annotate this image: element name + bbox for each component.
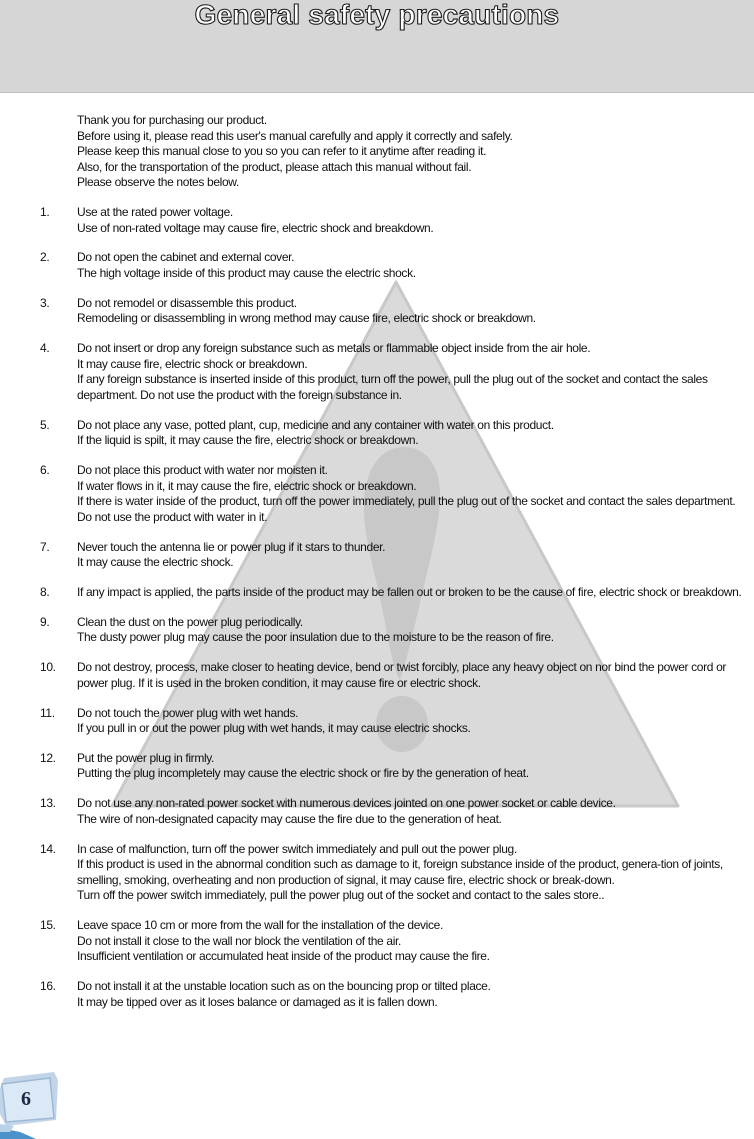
item-number: 7. bbox=[40, 539, 50, 554]
item-number: 6. bbox=[40, 463, 50, 478]
precaution-item-9 bbox=[0, 615, 754, 646]
item-line: If water flows in it, it may cause the fire, electric shock or breakdown. bbox=[77, 478, 417, 493]
item-number: 8. bbox=[40, 584, 50, 599]
item-line: Do not place any vase, potted plant, cup, medicine and any container with water on this product. bbox=[77, 417, 554, 432]
item-line: Use at the rated power voltage. bbox=[77, 204, 233, 219]
item-number: 4. bbox=[40, 341, 50, 356]
precaution-item-2 bbox=[0, 250, 754, 281]
intro-line: Also, for the transportation of the product, please attach this manual without fail. bbox=[77, 159, 472, 174]
item-line: Clean the dust on the power plug periodically. bbox=[77, 614, 303, 629]
item-line: Never touch the antenna lie or power plug if it stars to thunder. bbox=[77, 539, 386, 554]
page-number: 6 bbox=[21, 1088, 31, 1110]
item-number: 13. bbox=[40, 796, 56, 811]
precaution-item-11 bbox=[0, 706, 754, 737]
item-line: Do not destroy, process, make closer to heating device, bend or twist forcibly, place any heavy object on nor bind the power cord or power plug. If it is used in the broken condition, it may cause fire or electric shock. bbox=[77, 660, 727, 690]
item-line: If there is water inside of the product, turn off the power immediately, pull the plug out of the socket and contact the sales department. bbox=[77, 494, 736, 509]
item-line: Do not insert or drop any foreign substance such as metals or flammable object inside from the air hole. bbox=[77, 341, 591, 356]
precaution-item-1 bbox=[0, 205, 754, 236]
precaution-item-13 bbox=[0, 796, 754, 827]
item-line: The high voltage inside of this product may cause the electric shock. bbox=[77, 265, 416, 280]
item-line: Do not open the cabinet and external cover. bbox=[77, 250, 295, 265]
item-line: Leave space 10 cm or more from the wall for the installation of the device. bbox=[77, 918, 443, 933]
item-line: Do not install it at the unstable location such as on the bouncing prop or tilted place. bbox=[77, 979, 491, 994]
item-line: It may cause the electric shock. bbox=[77, 555, 234, 570]
item-line: It may cause fire, electric shock or breakdown. bbox=[77, 356, 308, 371]
item-number: 10. bbox=[40, 660, 56, 675]
item-line: Do not use the product with water in it. bbox=[77, 509, 268, 524]
intro-line: Please keep this manual close to you so you can refer to it anytime after reading it. bbox=[77, 144, 487, 159]
precaution-item-16 bbox=[0, 979, 754, 1010]
item-line: The dusty power plug may cause the poor insulation due to the moisture to be the reason of fire. bbox=[77, 630, 554, 645]
item-number: 12. bbox=[40, 750, 56, 765]
item-number: 3. bbox=[40, 295, 50, 310]
item-number: 11. bbox=[40, 705, 55, 720]
precaution-item-4 bbox=[0, 341, 754, 403]
item-line: Do not touch the power plug with wet hands. bbox=[77, 705, 299, 720]
precaution-item-5 bbox=[0, 418, 754, 449]
item-line: Put the power plug in firmly. bbox=[77, 750, 215, 765]
intro-paragraph bbox=[0, 113, 754, 191]
item-number: 16. bbox=[40, 979, 56, 994]
item-line: If you pull in or out the power plug with wet hands, it may cause electric shocks. bbox=[77, 721, 471, 736]
intro-line: Thank you for purchasing our product. bbox=[77, 113, 267, 127]
precaution-item-3 bbox=[0, 296, 754, 327]
item-number: 2. bbox=[40, 250, 50, 265]
item-number: 9. bbox=[40, 614, 50, 629]
item-line: Remodeling or disassembling in wrong method may cause fire, electric shock or breakdown. bbox=[77, 311, 536, 326]
item-line: If this product is used in the abnormal condition such as damage to it, foreign substance inside of the product, genera-tion of joints, smelling, smoking, overheating and non production of signal, it may cause fire, electric shock or break-down. bbox=[77, 857, 723, 887]
page-title: General safety precautions bbox=[194, 0, 560, 30]
precaution-item-8 bbox=[0, 585, 754, 601]
precaution-item-6 bbox=[0, 463, 754, 525]
item-line: Use of non-rated voltage may cause fire, electric shock and breakdown. bbox=[77, 220, 434, 235]
precaution-item-15 bbox=[0, 918, 754, 965]
intro-line: Please observe the notes below. bbox=[77, 175, 239, 190]
item-number: 15. bbox=[40, 918, 56, 933]
item-line: Putting the plug incompletely may cause the electric shock or fire by the generation of heat. bbox=[77, 766, 529, 781]
precaution-item-14 bbox=[0, 842, 754, 904]
item-number: 1. bbox=[40, 204, 50, 219]
item-line: Do not place this product with water nor moisten it. bbox=[77, 463, 328, 478]
item-line: If the liquid is spilt, it may cause the fire, electric shock or breakdown. bbox=[77, 433, 419, 448]
precaution-item-7 bbox=[0, 540, 754, 571]
item-line: It may be tipped over as it loses balance or damaged as it is fallen down. bbox=[77, 994, 438, 1009]
item-line: Do not install it close to the wall nor block the ventilation of the air. bbox=[77, 933, 401, 948]
item-number: 5. bbox=[40, 417, 50, 432]
item-line: Do not remodel or disassemble this product. bbox=[77, 295, 297, 310]
item-line: Do not use any non-rated power socket with numerous devices jointed on one power socket or cable device. bbox=[77, 796, 616, 811]
item-line: If any impact is applied, the parts inside of the product may be fallen out or broken to be the cause of fire, electric shock or breakdown. bbox=[77, 584, 742, 599]
item-line: Turn off the power switch immediately, pull the power plug out of the socket and contact to the sales store.. bbox=[77, 888, 605, 903]
item-line: The wire of non-designated capacity may cause the fire due to the generation of heat. bbox=[77, 811, 502, 826]
precaution-item-12 bbox=[0, 751, 754, 782]
item-line: In case of malfunction, turn off the power switch immediately and pull out the power plug. bbox=[77, 841, 517, 856]
precaution-item-10 bbox=[0, 660, 754, 691]
item-number: 14. bbox=[40, 841, 56, 856]
item-line: Insufficient ventilation or accumulated heat inside of the product may cause the fire. bbox=[77, 949, 490, 964]
safety-content bbox=[0, 113, 754, 1025]
intro-line: Before using it, please read this user's manual carefully and apply it correctly and safely. bbox=[77, 128, 513, 143]
item-line: If any foreign substance is inserted inside of this product, turn off the power, pull the plug out of the socket and contact the sales department. Do not use the product with the foreign substance in. bbox=[77, 372, 708, 402]
